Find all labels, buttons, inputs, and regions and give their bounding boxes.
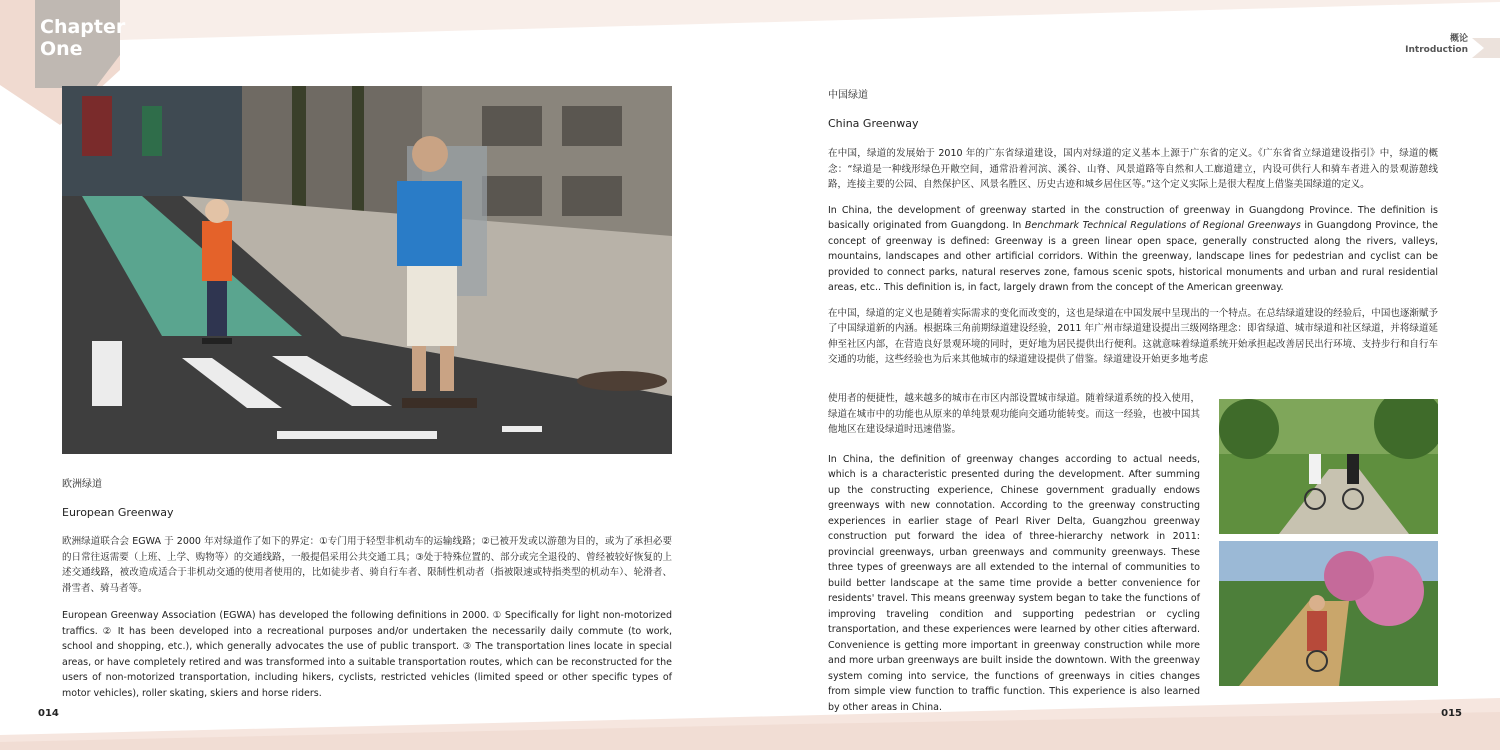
para1-en-rest: in Guangdong Province, the concept of greenway is defined: Greenway is a green linear open space, generally constructed along the rivers, valleys, mountains, landscapes and other artificial corridors. Within the greenway, landscape lines for pedestrian and cyclist can be provided to connect parks, natural reserves zone, famous scenic spots, historical monuments and urban and rural residential areas, etc.. This definition is, in fact, largely drawn from the concept of the American greenway. xyxy=(828,220,1438,293)
chapter-label xyxy=(40,16,125,60)
page-number-left: 014 xyxy=(38,708,59,719)
top-decor-band xyxy=(0,0,1500,40)
china-greenway-heading-en: China Greenway xyxy=(828,117,919,130)
street-photo xyxy=(62,86,672,454)
section-tab-cn: 概论 xyxy=(1449,34,1468,44)
section-tab xyxy=(1405,34,1468,56)
section-tab-en: Introduction xyxy=(1405,45,1468,55)
para1-en-start: In China, the development of greenway started in the construction of greenway in Guangdong Province. The definition is basically originated from Guangdong. In xyxy=(828,204,1438,231)
left-text-column xyxy=(62,534,672,701)
china-greenway-para2-en: In China, the definition of greenway changes according to actual needs, which is a characteristic presented during the development. After summing up the constructing experience, Chinese government gradually endows greenways with new connotation. According to the greenway constructing experiences in earlier stage of Pearl River Delta, Guangzhou greenway construction put forward the idea of three-hierarchy network in 2011: provincial greenways, urban greenways and community greenways. These three types of greenways are all extended to the internal of communities to build better landscape at the same time provide a better convenience for residents' travel. This means greenway system began to take the functions of improving traveling condition and supporting pedestrian or cycling transportation, and these experiences were learned by other cities afterward. Convenience is getting more important in greenway construction while more and more urban greenways are built inside the downtown. With the greenway system coming into service, the functions of greenways in cities changes from simple view function to traffic function. This experience is also learned by other areas in China. xyxy=(828,453,1200,713)
european-greenway-heading-en: European Greenway xyxy=(62,506,174,519)
chapter-word: Chapter xyxy=(40,16,126,38)
chapter-number: One xyxy=(40,38,83,60)
family-cycling-photo xyxy=(1219,541,1438,686)
page-number-right: 015 xyxy=(1441,708,1462,719)
european-greenway-heading-cn: 欧洲绿道 xyxy=(62,479,102,490)
china-greenway-para1-en xyxy=(828,203,1438,296)
european-greenway-para-cn: 欧洲绿道联合会 EGWA 于 2000 年对绿道作了如下的界定：①专门用于轻型非机动车的运输线路；②已被开发或以游憩为目的，或为了承担必要的日常往返需要（上班、上学、购物等）的交通线路，一般提倡采用公共交通工具；③处于特殊位置的、部分或完全退役的、曾经被较好恢复的上述交通线路，被改造成适合于非机动交通的使用者使用的，比如徒步者、骑自行车者、限制性机动者（指被限速或特指类型的机动车）、轮滑者、滑雪者、骑马者等。 xyxy=(62,536,672,594)
china-greenway-para2-cn-cont: 使用者的便捷性，越来越多的城市在市区内部设置城市绿道。随着绿道系统的投入使用，绿道在城市中的功能也从原来的单纯景观功能向交通功能转变。而这一经验，也被中国其他地区在建设绿道时迅速借鉴。 xyxy=(828,393,1200,435)
para1-en-title: Benchmark Technical Regulations of Regional Greenways xyxy=(1024,220,1301,231)
china-greenway-para1-cn: 在中国，绿道的发展始于 2010 年的广东省绿道建设，国内对绿道的定义基本上源于广东省的定义。《广东省省立绿道建设指引》中，绿道的概念：“绿道是一种线形绿色开敞空间，通常沿着河滨、溪谷、山脊、风景道路等自然和人工廊道建立，内设可供行人和骑车者进入的景观游憩线路，连接主要的公园、自然保护区、风景名胜区、历史古迹和城乡居住区等。”这个定义实际上是很大程度上借鉴美国绿道的定义。 xyxy=(828,148,1438,190)
china-greenway-para2-cn: 在中国，绿道的定义也是随着实际需求的变化而改变的，这也是绿道在中国发展中呈现出的一个特点。在总结绿道建设的经验后，中国也逐渐赋予了中国绿道新的内涵。根据珠三角前期绿道建设经验，2011 年广州市绿道建设提出三级网络理念：即省绿道、城市绿道和社区绿道，并将绿道延伸至社区内部，在营造良好景观环境的同时，更好地为居民提供出行便利。这就意味着绿道系统开始承担起改善居民出行环境、支持步行和自行车交通的功能，这些经验也为后来其他城市的绿道建设提供了借鉴。绿道建设开始更多地考虑 xyxy=(828,307,1438,365)
european-greenway-para-en: European Greenway Association (EGWA) has developed the following definitions in 2000. ① Specifically for light non-motorized traffics. ② It has been developed into a recreational purposes and/or undertaken the necessarily daily commute (to work, school and shopping, etc.), which generally advocates the use of public transport. ③ The transportation lines locate in special areas, or have completely retired and was transformed into a suitable transportation routes, which can be reconstructed for the users of non-motorized transportation, including hikers, cyclists, restricted vehicles (limited speed or other specific types of motor vehicles), roller skating, skiers and horse riders. xyxy=(62,610,672,699)
right-text-column-narrow xyxy=(828,391,1200,715)
cyclists-photo xyxy=(1219,399,1438,534)
right-text-column-top xyxy=(828,146,1438,368)
china-greenway-heading-cn: 中国绿道 xyxy=(828,90,868,101)
